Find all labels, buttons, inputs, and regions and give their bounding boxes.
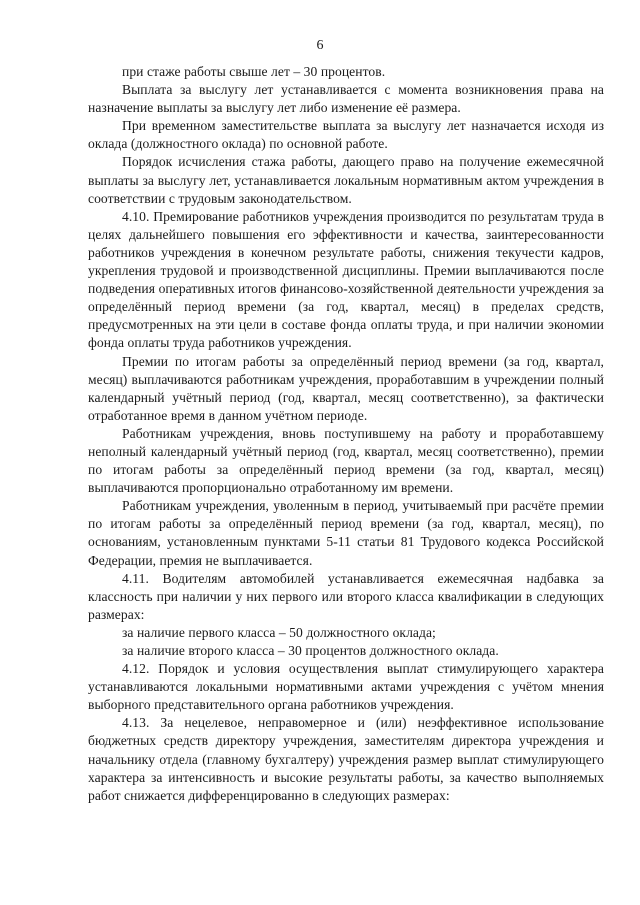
paragraph-4-13-reduction: 4.13. За нецелевое, неправомерное и (или) неэффективное использование бюджетных средств директору учреждения, заместителям директора учреждения и начальнику отдела (главному бухгалтеру) учреждения размер выплат стимулирующего характера за интенсивность и высокие результаты работы, за качество выполняемых работ снижается дифференцированно в следующих размерах:: [88, 715, 604, 803]
paragraph-4-12-procedure: 4.12. Порядок и условия осуществления выплат стимулирующего характера устанавливаются локальными нормативными актами учреждения с учётом мнения выборного представительного органа работников учреждения.: [88, 661, 604, 713]
paragraph-period-bonuses: Премии по итогам работы за определённый период времени (за год, квартал, месяц) выплачиваются работникам учреждения, проработавшим в учреждении полный календарный учётный период (год, квартал, месяц соответственно), за фактически отработанное время в данном учётном периоде.: [88, 353, 604, 423]
paragraph-seniority-30: при стаже работы свыше лет – 30 процентов.: [122, 64, 386, 79]
paragraph-4-11-drivers: 4.11. Водителям автомобилей устанавливается ежемесячная надбавка за классность при наличии у них первого или второго класса квалификации в следующих размерах:: [88, 570, 604, 622]
paragraph-4-10-bonuses: 4.10. Премирование работников учреждения производится по результатам труда в целях дальнейшего повышения его эффективности и качества, заинтересованности работников учреждения в конечном результате работы, снижения текучести кадров, укрепления трудовой и производственной дисциплины. Премии выплачиваются после подведения оперативных итогов финансово-хозяйственной деятельности учреждения за определённый период времени (за год, квартал, месяц) в пределах средств, предусмотренных на эти цели в составе фонда оплаты труда, и при наличии экономии фонда оплаты труда работников учреждения.: [88, 208, 604, 351]
paragraph-new-employees: Работникам учреждения, вновь поступившему на работу и проработавшему неполный календарный учётный период (год, квартал, месяц соответственно), премии по итогам работы за определённый период времени (за год, квартал, месяц) выплачиваются пропорционально отработанному им времени.: [88, 425, 604, 496]
paragraph-temporary-substitution: При временном заместительстве выплата за выслугу лет назначается исходя из оклада (должностного оклада) по основной работе.: [88, 118, 604, 152]
list-item-first-class: за наличие первого класса – 50 должностного оклада;: [122, 624, 436, 640]
paragraph-seniority-calculation: Порядок исчисления стажа работы, дающего право на получение ежемесячной выплаты за выслугу лет, устанавливается локальным нормативным актом учреждения в соответствии с трудовым законодательством.: [88, 154, 604, 206]
paragraph-seniority-start: Выплата за выслугу лет устанавливается с момента возникновения права на назначение выплаты за выслугу лет либо изменение её размера.: [88, 82, 604, 116]
paragraph-dismissed-employees: Работникам учреждения, уволенным в период, учитываемый при расчёте премии по итогам работы за определённый период времени (за год, квартал, месяц), по основаниям, установленным пунктами 5-11 статьи 81 Трудового кодекса Российской Федерации, премия не выплачивается.: [88, 498, 604, 568]
page-number: 6: [316, 38, 324, 53]
document-body: [88, 63, 604, 805]
list-item-second-class: за наличие второго класса – 30 процентов должностного оклада.: [122, 643, 499, 658]
